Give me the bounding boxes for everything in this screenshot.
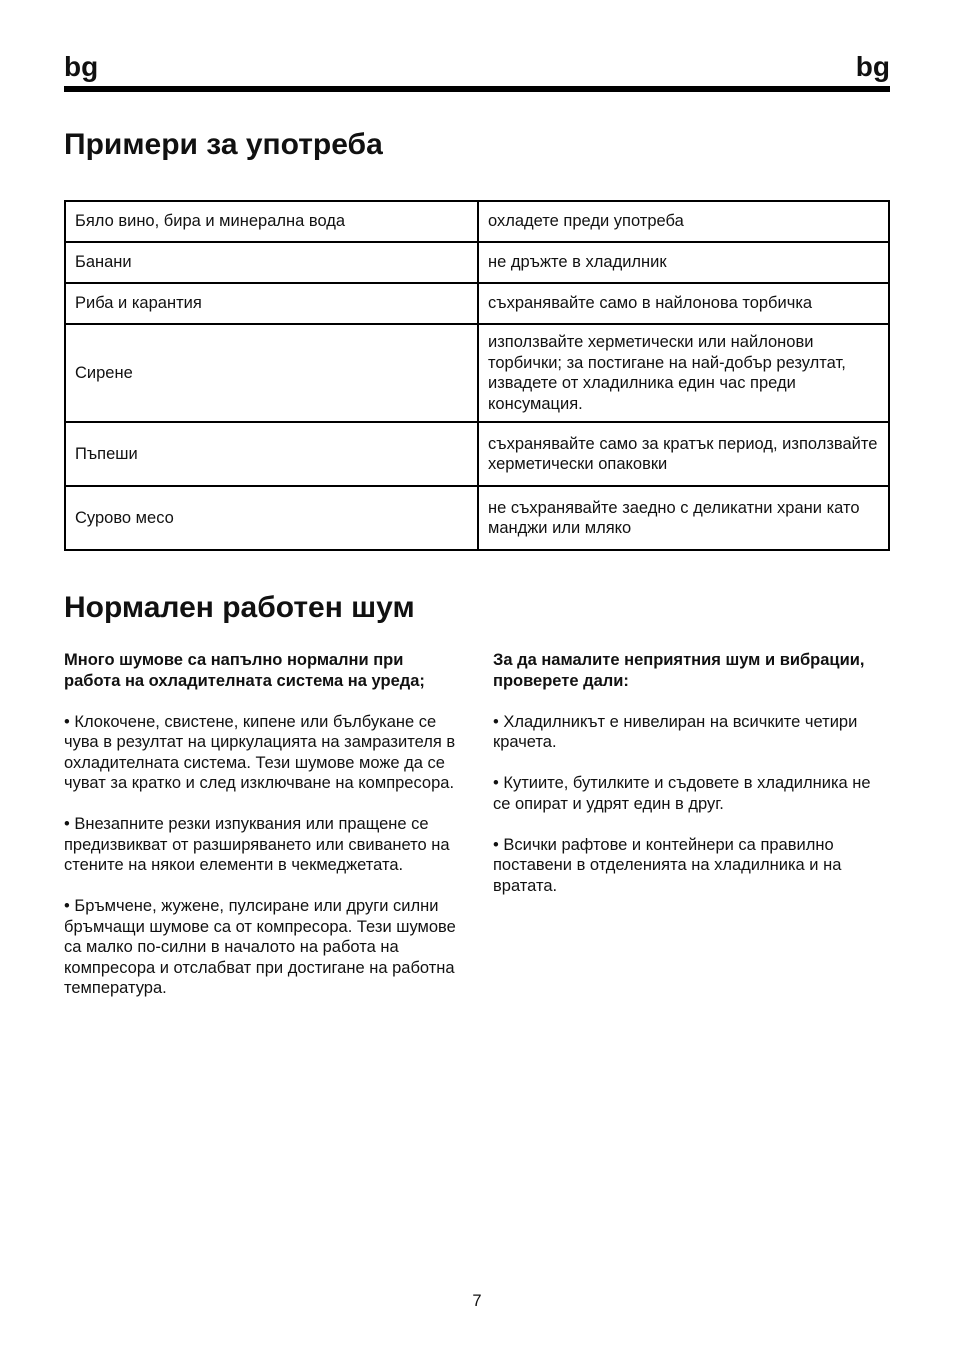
noise-causes-column [64, 650, 464, 1019]
table-cell-item: Сурово месо [65, 486, 478, 550]
table-cell-item: Банани [65, 242, 478, 283]
table-row [65, 324, 889, 422]
noise-check-paragraph: • Хладилникът е нивелиран на всичките четири крачета. [493, 712, 858, 751]
noise-checks-column [493, 650, 891, 917]
noise-cause-paragraph: • Бръмчене, жужене, пулсиране или други силни бръмчащи шумове са от компресора. Тези шумове са малко по-силни в началото на работа на компресора и отслабват при достигане на работна температура. [64, 897, 456, 997]
table-cell-advice: съхранявайте само в найлонова торбичка [478, 283, 889, 324]
header-divider [64, 86, 890, 92]
table-cell-advice: съхранявайте само за кратък период, използвайте херметически опаковки [478, 422, 889, 486]
table-cell-advice: охладете преди употреба [478, 201, 889, 242]
noise-cause-paragraph: • Внезапните резки изпуквания или пращене се предизвикват от разширяването или свиването на стените на някои елементи в чекмеджетата. [64, 815, 450, 874]
table-cell-item: Бяло вино, бира и минерална вода [65, 201, 478, 242]
table-row [65, 422, 889, 486]
language-code-left: bg [64, 51, 99, 82]
table-cell-item: Пъпеши [65, 422, 478, 486]
usage-examples-table [64, 200, 890, 551]
table-cell-item: Сирене [65, 324, 478, 422]
table-row [65, 283, 889, 324]
table-row [65, 486, 889, 550]
table-cell-advice: използвайте херметически или найлонови торбички; за постигане на най-добър резултат, извадете от хладилника един час преди консумация. [478, 324, 889, 422]
normal-noise-title: Нормален работен шум [64, 591, 415, 624]
noise-causes-lead: Много шумове са напълно нормални при работа на охладителната система на уреда; [64, 651, 425, 690]
noise-cause-paragraph: • Клокочене, свистене, кипене или бълбукане се чува в резултат на циркулацията на замразителя в охладителната система. Тези шумове може да се чуват за кратко и след изключване на компресора. [64, 712, 456, 792]
table-row [65, 242, 889, 283]
noise-check-paragraph: • Всички рафтове и контейнери са правилно поставени в отделенията на хладилника и на вратата. [493, 835, 842, 895]
table-cell-advice: не съхранявайте заедно с деликатни храни като манджи или мляко [478, 486, 889, 550]
noise-checks-lead: За да намалите неприятния шум и вибрации, проверете дали: [493, 651, 865, 690]
noise-check-paragraph: • Кутиите, бутилките и съдовете в хладилника не се опират и удрят един в друг. [493, 774, 871, 813]
language-code-right: bg [855, 51, 890, 82]
table-cell-advice: не дръжте в хладилник [478, 242, 889, 283]
usage-examples-title: Примери за употреба [64, 128, 383, 161]
table-cell-item: Риба и карантия [65, 283, 478, 324]
page-number: 7 [472, 1292, 482, 1310]
table-row [65, 201, 889, 242]
